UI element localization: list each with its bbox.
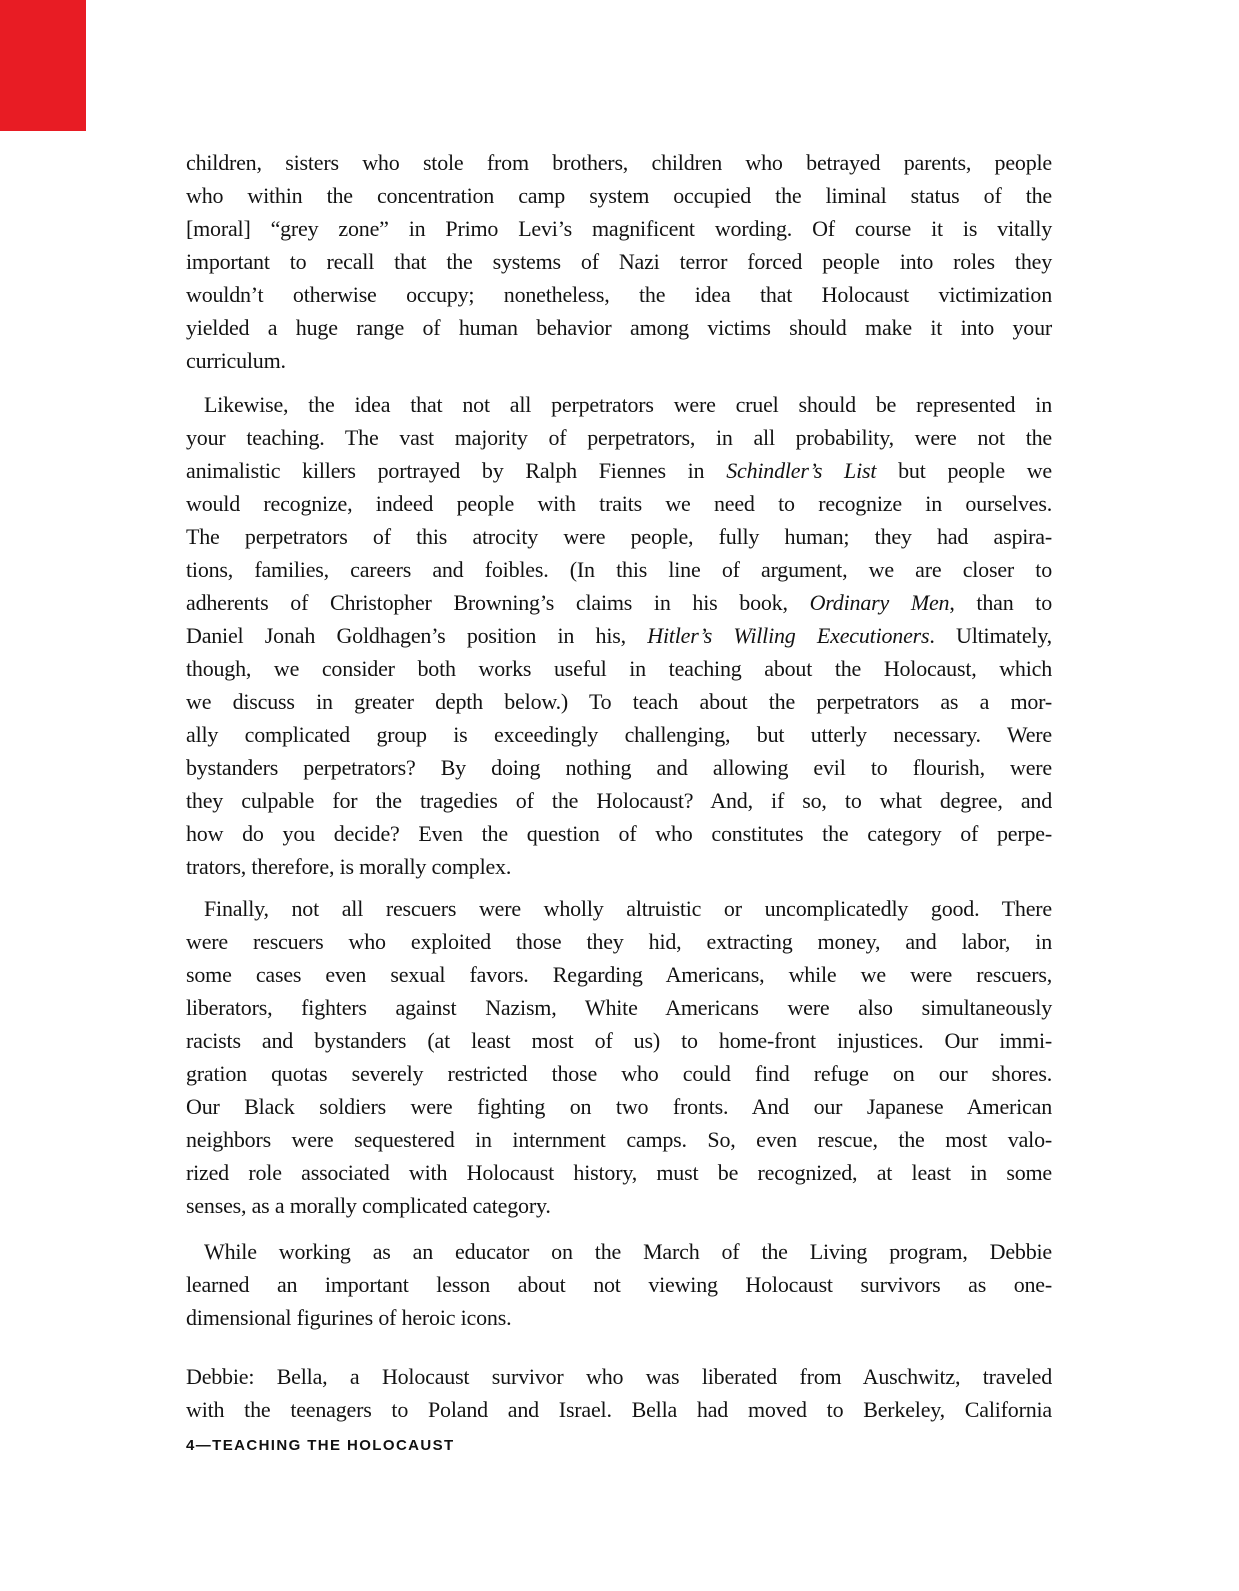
text-run: your teaching. The vast majority of perpetrators, in all probability, were not the [186, 425, 1052, 450]
text-line [186, 311, 1052, 344]
text-run: they culpable for the tragedies of the Holocaust? And, if so, to what degree, and [186, 788, 1052, 813]
italic-book-title: Ordinary Men [809, 590, 950, 615]
text-line [186, 179, 1052, 212]
text-line [186, 718, 1052, 751]
paragraph [186, 146, 1052, 377]
text-line [186, 1123, 1052, 1156]
text-line [186, 388, 1052, 421]
text-run: ally complicated group is exceedingly challenging, but utterly necessary. Were [186, 722, 1052, 747]
paragraph [186, 388, 1052, 883]
text-run: Our Black soldiers were fighting on two fronts. And our Japanese American [186, 1094, 1052, 1119]
text-line [186, 278, 1052, 311]
text-run: animalistic killers portrayed by Ralph Fiennes in [186, 458, 727, 483]
text-line [186, 1235, 1052, 1268]
page-body [186, 146, 1052, 1426]
text-run: The perpetrators of this atrocity were people, fully human; they had aspira- [186, 524, 1052, 549]
running-footer [186, 1437, 455, 1454]
text-line [186, 1156, 1052, 1189]
text-run: Daniel Jonah Goldhagen’s position in his, [186, 623, 648, 648]
text-run: racists and bystanders (at least most of us) to home-front injustices. Our immi- [186, 1028, 1052, 1053]
text-line [186, 652, 1052, 685]
text-line [186, 586, 1052, 619]
text-run: children, sisters who stole from brothers, children who betrayed parents, people [186, 150, 1052, 175]
text-run: rized role associated with Holocaust history, must be recognized, at least in some [186, 1160, 1052, 1185]
paragraph [186, 1360, 1052, 1426]
text-line [186, 1301, 1052, 1334]
text-run: with the teenagers to Poland and Israel. Bella had moved to Berkeley, California [186, 1397, 1052, 1422]
text-line [186, 958, 1052, 991]
text-run: yielded a huge range of human behavior among victims should make it into your [186, 315, 1052, 340]
text-run: liberators, fighters against Nazism, White Americans were also simultaneously [186, 995, 1052, 1020]
paragraph [186, 1235, 1052, 1334]
text-line [186, 685, 1052, 718]
text-run: curriculum. [186, 348, 286, 373]
text-run: wouldn’t otherwise occupy; nonetheless, the idea that Holocaust victimization [186, 282, 1052, 307]
italic-book-title: Schindler’s List [726, 458, 877, 483]
text-run: [moral] “grey zone” in Primo Levi’s magnificent wording. Of course it is vitally [186, 216, 1052, 241]
text-line [186, 146, 1052, 179]
text-line [186, 925, 1052, 958]
text-line [186, 454, 1052, 487]
text-line [186, 751, 1052, 784]
text-run: . Ultimately, [929, 623, 1052, 648]
text-run: While working as an educator on the March of the Living program, Debbie [204, 1239, 1052, 1264]
text-run: dimensional figurines of heroic icons. [186, 1305, 512, 1330]
text-line [186, 619, 1052, 652]
text-run: we discuss in greater depth below.) To teach about the perpetrators as a mor- [186, 689, 1052, 714]
text-run: important to recall that the systems of Nazi terror forced people into roles they [186, 249, 1052, 274]
text-run: senses, as a morally complicated category. [186, 1193, 551, 1218]
text-line [186, 421, 1052, 454]
text-run: would recognize, indeed people with traits we need to recognize in ourselves. [186, 491, 1052, 516]
text-line [186, 487, 1052, 520]
text-line [186, 1360, 1052, 1393]
text-line [186, 344, 1052, 377]
footer-page-number-and-title: 4—TEACHING THE HOLOCAUST [186, 1437, 455, 1454]
text-run: were rescuers who exploited those they hid, extracting money, and labor, in [186, 929, 1052, 954]
text-run: bystanders perpetrators? By doing nothing and allowing evil to flourish, were [186, 755, 1052, 780]
text-line [186, 1057, 1052, 1090]
text-line [186, 245, 1052, 278]
text-line [186, 212, 1052, 245]
text-run: learned an important lesson about not viewing Holocaust survivors as one- [186, 1272, 1052, 1297]
text-run: though, we consider both works useful in teaching about the Holocaust, which [186, 656, 1052, 681]
text-run: adherents of Christopher Browning’s claims in his book, [186, 590, 810, 615]
text-run: neighbors were sequestered in internment camps. So, even rescue, the most valo- [186, 1127, 1052, 1152]
text-run: Likewise, the idea that not all perpetrators were cruel should be represented in [204, 392, 1052, 417]
text-run: Debbie: Bella, a Holocaust survivor who was liberated from Auschwitz, traveled [186, 1364, 1052, 1389]
chapter-edge-tab [0, 0, 86, 131]
text-run: tions, families, careers and foibles. (In this line of argument, we are closer to [186, 557, 1052, 582]
text-run: how do you decide? Even the question of who constitutes the category of perpe- [186, 821, 1052, 846]
text-line [186, 1189, 1052, 1222]
text-line [186, 850, 1052, 883]
text-line [186, 1268, 1052, 1301]
text-line [186, 991, 1052, 1024]
text-run: who within the concentration camp system occupied the liminal status of the [186, 183, 1052, 208]
text-line [186, 1024, 1052, 1057]
paragraph [186, 892, 1052, 1222]
text-line [186, 553, 1052, 586]
text-run: Finally, not all rescuers were wholly altruistic or uncomplicatedly good. There [204, 896, 1052, 921]
text-run: trators, therefore, is morally complex. [186, 854, 512, 879]
italic-book-title: Hitler’s Willing Executioners [647, 623, 930, 648]
text-line [186, 1393, 1052, 1426]
text-run: but people we [876, 458, 1052, 483]
text-line [186, 817, 1052, 850]
text-run: some cases even sexual favors. Regarding Americans, while we were rescuers, [186, 962, 1052, 987]
text-run: gration quotas severely restricted those who could find refuge on our shores. [186, 1061, 1052, 1086]
text-line [186, 784, 1052, 817]
text-line [186, 520, 1052, 553]
text-run: , than to [949, 590, 1052, 615]
text-line [186, 1090, 1052, 1123]
text-line [186, 892, 1052, 925]
